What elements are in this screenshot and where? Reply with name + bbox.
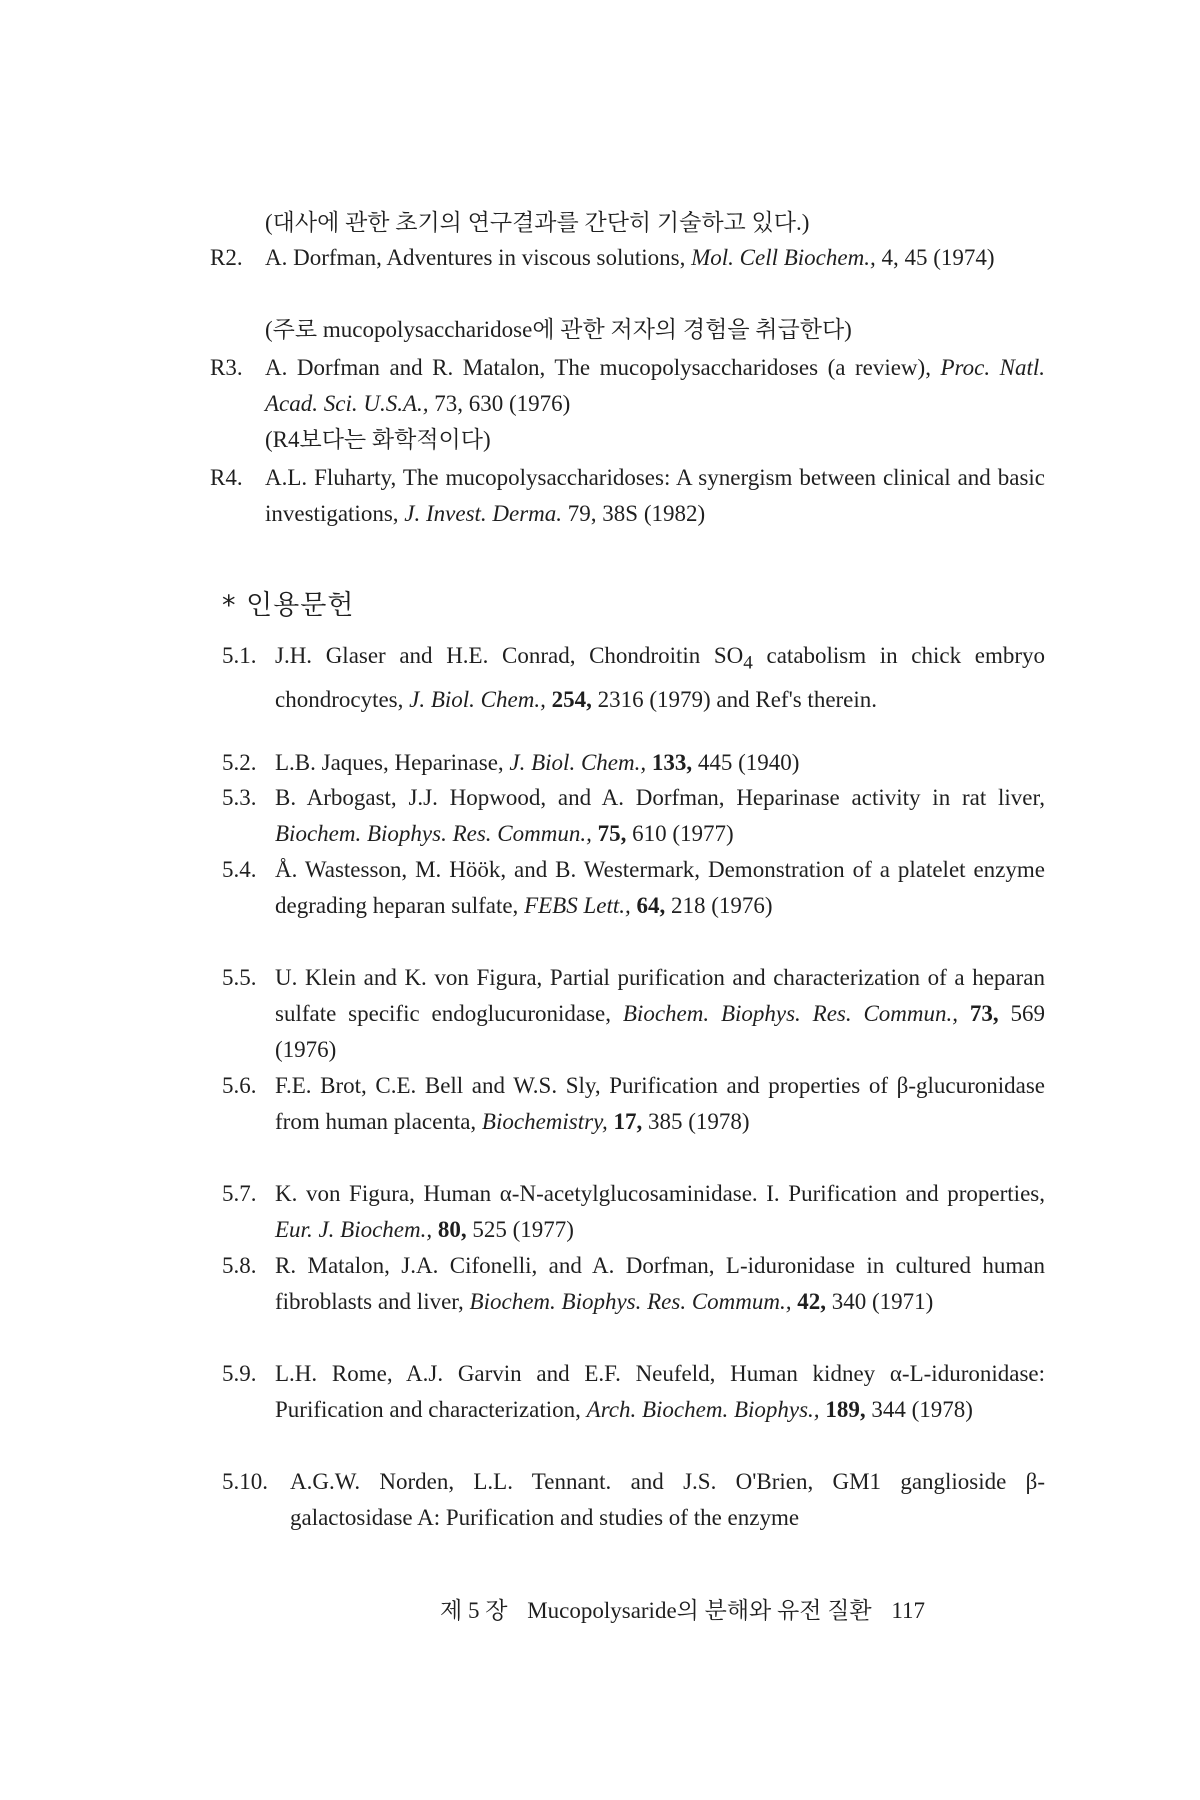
ref-text-cont: catabolism in chick embryo chondrocytes, [275, 643, 1045, 712]
ref-journal: J. Biol. Chem., [509, 750, 647, 775]
review-note-r3: (R4보다는 화학적이다) [265, 427, 491, 452]
ref-text: K. von Figura, Human α-N-acetylglucosaminidase. I. Purification and properties, [275, 1181, 1045, 1206]
ref-journal: Proc. Natl. Acad. Sci. U.S.A., [265, 355, 1045, 416]
ref-journal: J. Invest. Derma. [404, 501, 563, 526]
ref-volume: 64, [636, 893, 666, 918]
ref-id: 5.5. [222, 965, 257, 990]
section-heading: * 인용문헌 [222, 590, 355, 621]
ref-body [275, 1068, 1045, 1140]
ref-body [265, 460, 1045, 532]
ref-journal: Eur. J. Biochem., [275, 1217, 433, 1242]
page-footer [440, 1593, 939, 1629]
ref-journal: Biochem. Biophys. Res. Commum., [469, 1289, 792, 1314]
ref-id: 5.2. [222, 750, 257, 775]
ref-id: 5.6. [222, 1073, 257, 1098]
ref-volume: 42, [797, 1289, 826, 1314]
footer-chapter: 제 5 장 [440, 1598, 508, 1623]
ref-text: A. Dorfman and R. Matalon, The mucopolysaccharidoses (a review), [265, 355, 941, 380]
ref-volume: 254, [551, 686, 592, 712]
ref-body [275, 1356, 1045, 1428]
ref-rest: 79, 38S (1982) [562, 501, 706, 526]
ref-volume: 73, [969, 1001, 999, 1026]
ref-journal: FEBS Lett., [524, 893, 631, 918]
ref-body [275, 960, 1045, 1068]
ref-id: R3. [210, 355, 243, 380]
ref-body [290, 1464, 1045, 1536]
ref-rest: 340 (1971) [826, 1289, 934, 1314]
ref-id: R2. [210, 245, 243, 270]
ref-volume: 80, [437, 1217, 467, 1242]
ref-volume: 17, [613, 1109, 643, 1134]
ref-text: R. Matalon, J.A. Cifonelli, and A. Dorfman, L-iduronidase in cultured human fibroblasts and liver, [275, 1253, 1045, 1314]
ref-journal: Mol. Cell Biochem., [691, 245, 876, 270]
ref-text: A.G.W. Norden, L.L. Tennant. and J.S. O'Brien, GM1 ganglioside β-galactosidase A: Purification and studies of the enzyme [290, 1469, 1045, 1530]
ref-journal: Biochemistry, [481, 1109, 608, 1134]
ref-volume: 189, [825, 1397, 866, 1422]
ref-id: 5.10. [222, 1469, 268, 1494]
ref-rest: 344 (1978) [865, 1397, 973, 1422]
ref-volume: 75, [597, 821, 627, 846]
ref-body [275, 638, 1045, 718]
footer-title: Mucopolysaride의 분해와 유전 질환 [527, 1598, 872, 1623]
ref-volume: 133, [651, 750, 693, 775]
ref-rest: 73, 630 (1976) [428, 391, 571, 416]
ref-id: 5.3. [222, 785, 257, 810]
ref-text: Å. Wastesson, M. Höök, and B. Westermark, Demonstration of a platelet enzyme degrading heparan sulfate, [275, 857, 1045, 918]
ref-journal: Arch. Biochem. Biophys., [586, 1397, 820, 1422]
top-note: (대사에 관한 초기의 연구결과를 간단히 기술하고 있다.) [265, 210, 810, 235]
ref-rest: 525 (1977) [466, 1217, 574, 1242]
page-number: 117 [891, 1598, 926, 1623]
ref-rest: 445 (1940) [692, 750, 800, 775]
ref-rest: 569 (1976) [275, 1001, 1045, 1062]
ref-journal: Biochem. Biophys. Res. Commun., [275, 821, 592, 846]
ref-rest: 2316 (1979) and Ref's therein. [591, 686, 878, 712]
ref-id: 5.8. [222, 1253, 257, 1278]
ref-text: L.H. Rome, A.J. Garvin and E.F. Neufeld, Human kidney α-L-iduronidase: Purification and characterization, [275, 1361, 1045, 1422]
ref-rest: 4, 45 (1974) [875, 245, 995, 270]
ref-text: A.L. Fluharty, The mucopolysaccharidoses: A synergism between clinical and basic investigations, [265, 465, 1045, 526]
ref-body [265, 350, 1045, 422]
ref-body [275, 745, 1045, 781]
ref-body [275, 1176, 1045, 1248]
ref-id: 5.9. [222, 1361, 257, 1386]
ref-id: 5.1. [222, 643, 257, 668]
ref-journal: Biochem. Biophys. Res. Commun., [622, 1001, 959, 1026]
ref-text: L.B. Jaques, Heparinase, [275, 750, 510, 775]
review-note-r2: (주로 mucopolysaccharidose에 관한 저자의 경험을 취급한다) [265, 317, 852, 342]
ref-text: J.H. Glaser and H.E. Conrad, Chondroitin SO [275, 643, 744, 668]
ref-id: R4. [210, 465, 243, 490]
ref-body [265, 240, 1045, 276]
ref-journal: J. Biol. Chem., [409, 686, 546, 712]
ref-subscript: 4 [743, 652, 753, 674]
ref-body [275, 1248, 1045, 1320]
ref-text: U. Klein and K. von Figura, Partial purification and characterization of a heparan sulfate specific endoglucuronidase, [275, 965, 1045, 1026]
ref-rest: 610 (1977) [626, 821, 734, 846]
ref-body [275, 780, 1045, 852]
ref-body [275, 852, 1045, 924]
ref-text: A. Dorfman, Adventures in viscous solutions, [265, 245, 692, 270]
ref-id: 5.4. [222, 857, 257, 882]
ref-rest: 385 (1978) [642, 1109, 750, 1134]
ref-rest: 218 (1976) [665, 893, 773, 918]
ref-id: 5.7. [222, 1181, 257, 1206]
ref-text: F.E. Brot, C.E. Bell and W.S. Sly, Purification and properties of β-glucuronidase from human placenta, [275, 1073, 1045, 1134]
ref-text: B. Arbogast, J.J. Hopwood, and A. Dorfman, Heparinase activity in rat liver, [275, 785, 1045, 810]
